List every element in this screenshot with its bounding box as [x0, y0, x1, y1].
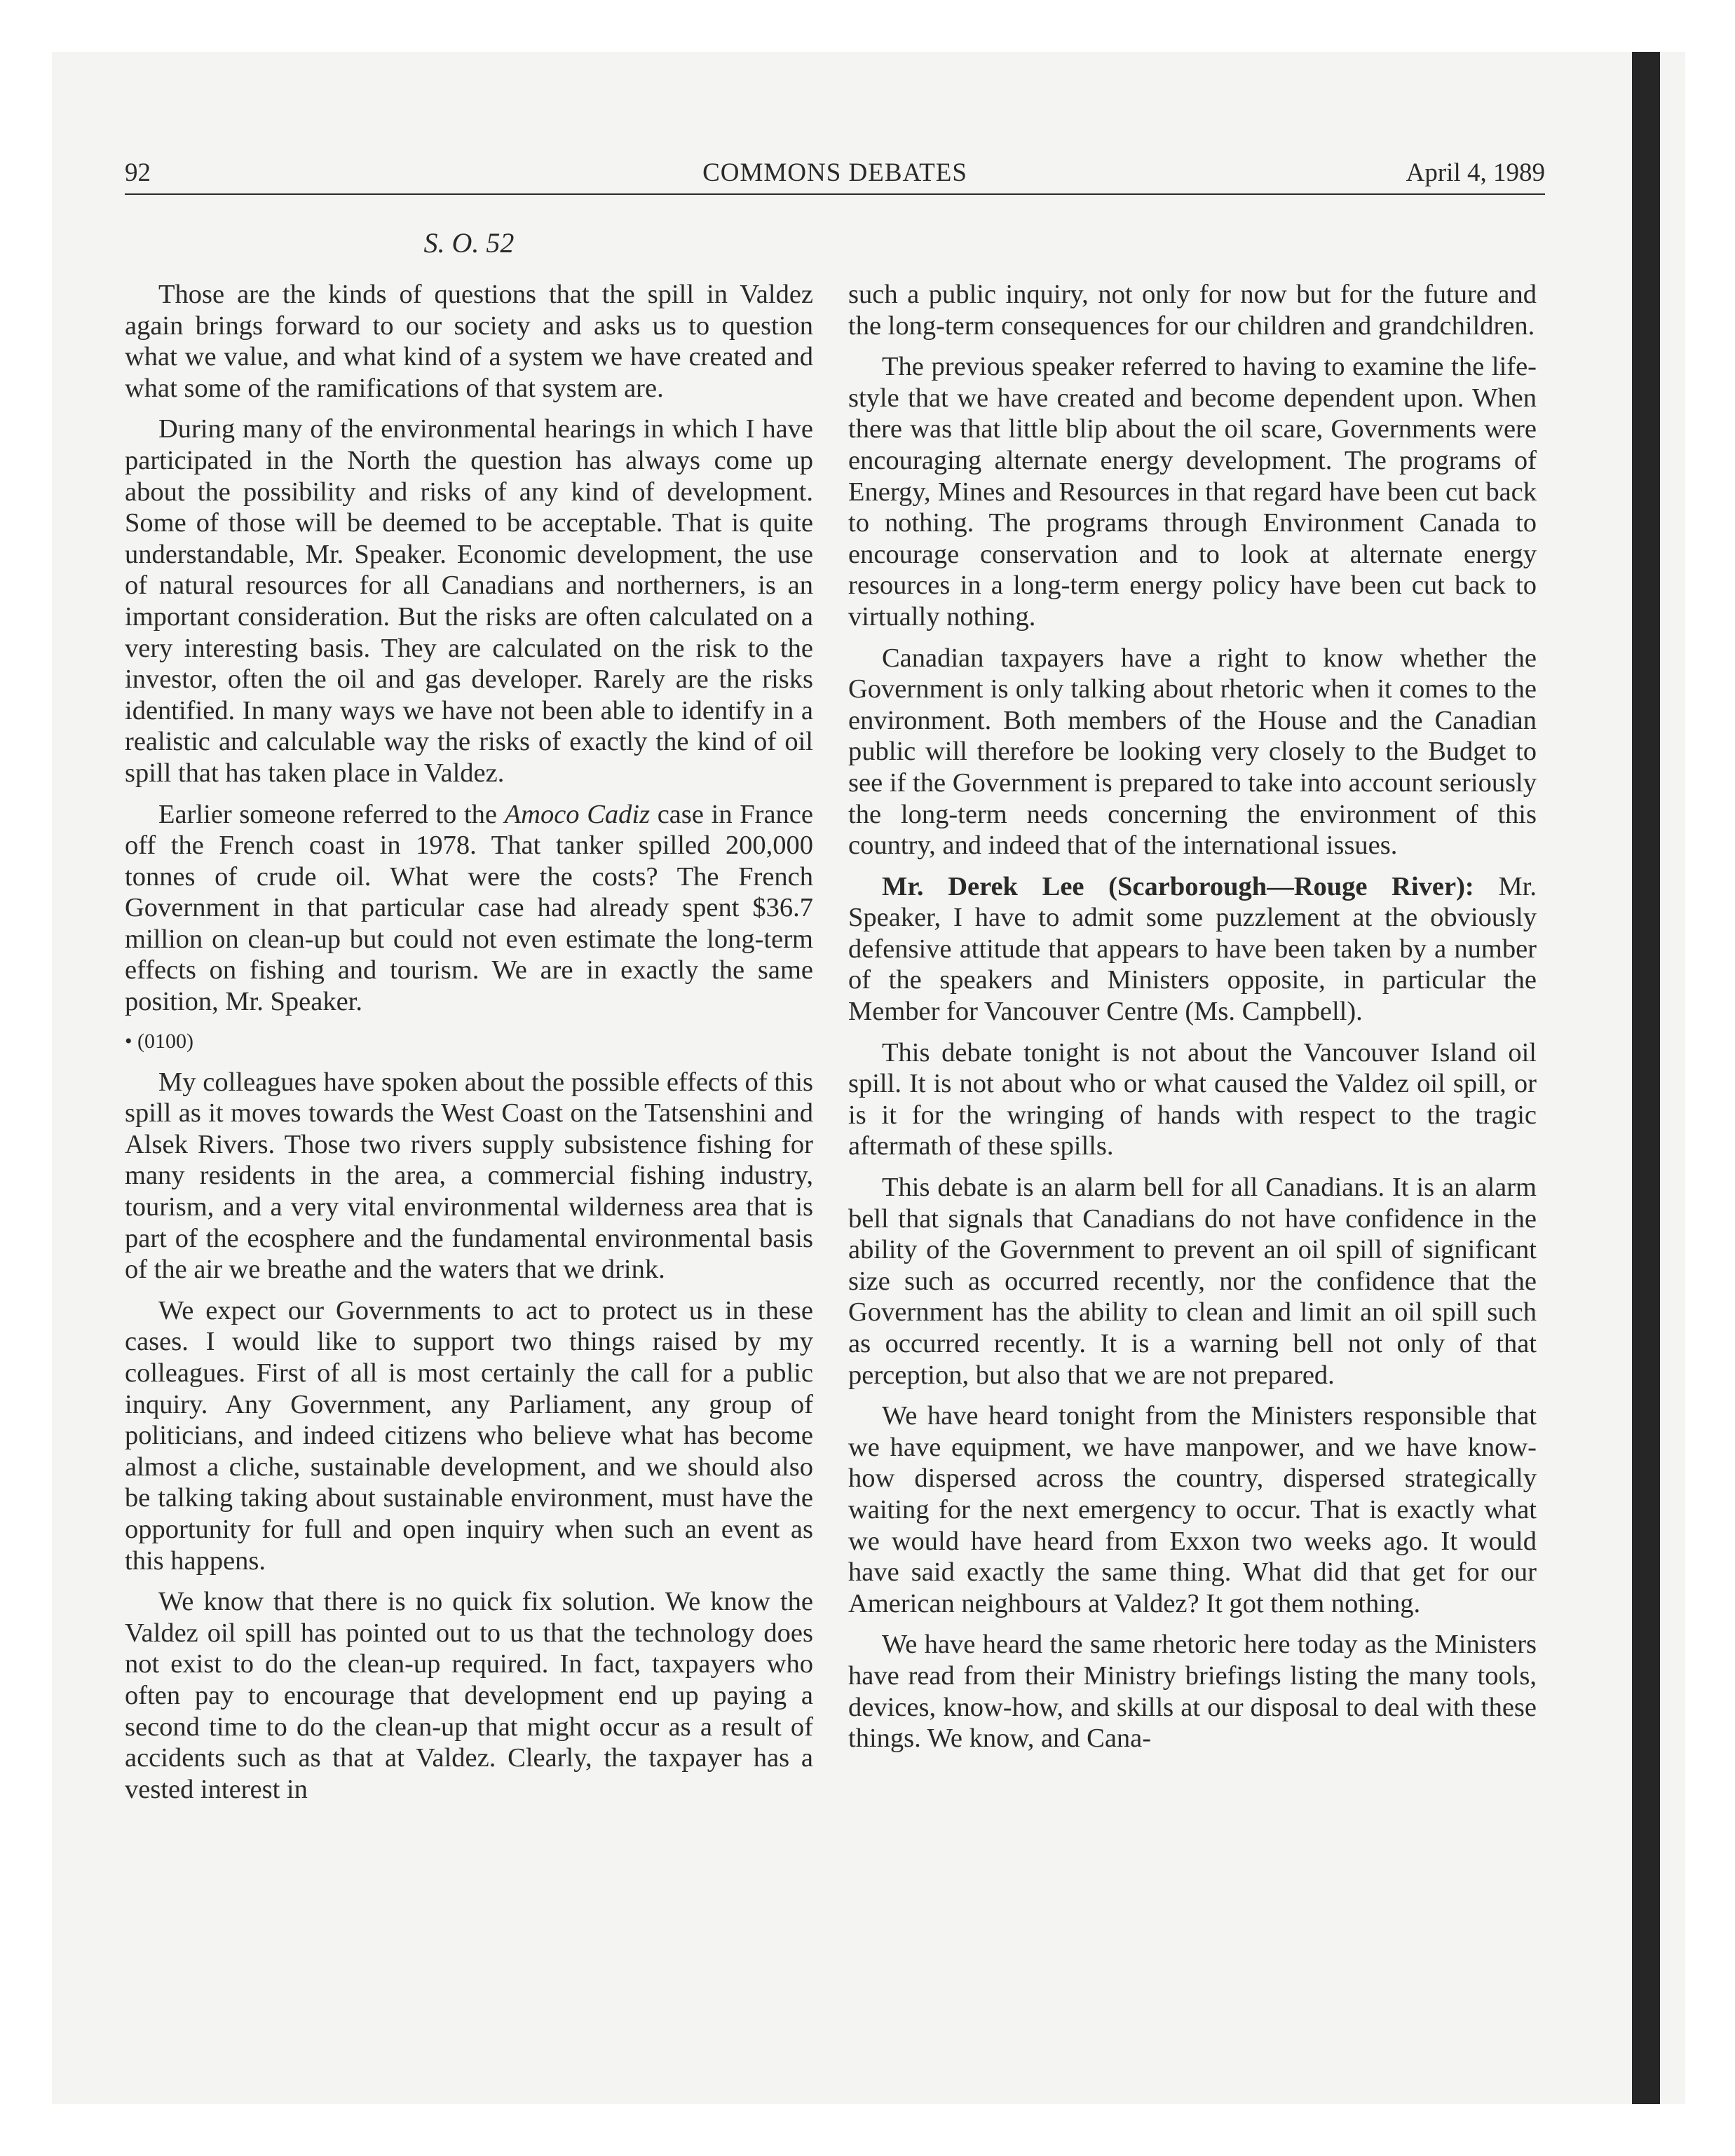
- paragraph: During many of the environmental hearings in which I have participated in the North the question has always come up about the possibility and risks of any kind of development. Some of those will be deemed to be acceptable. That is quite understandable, Mr. Speaker. Economic development, the use of natural resources for all Canadians and northerners, is an important consideration. But the risks are often calculated on a very interesting basis. They are calculated on the risk to the investor, often the oil and gas developer. Rarely are the risks identified. In many ways we have not been able to identify in a realistic and calculable way the risks of exactly the kind of oil spill that has taken place in Valdez.: [125, 414, 813, 788]
- paragraph: Those are the kinds of questions that the spill in Valdez again brings forward to our society and asks us to question what we value, and what kind of a system we have created and what some of the ramifications of that system are.: [125, 280, 813, 403]
- ship-name: Amoco Cadiz: [504, 799, 651, 829]
- time-marker: • (0100): [125, 1029, 193, 1053]
- right-column: [848, 279, 1537, 1764]
- paragraph: such a public inquiry, not only for now but for the future and the long-term consequences for our children and grandchildren.: [848, 280, 1537, 341]
- paragraph: This debate tonight is not about the Vancouver Island oil spill. It is not about who or what caused the Valdez oil spill, or is it for the wringing of hands with respect to the tragic aftermath of these spills.: [848, 1037, 1537, 1161]
- paragraph: We have heard tonight from the Ministers responsible that we have equipment, we have manpower, and we have know-how dispersed across the country, dispersed strategically waiting for the next emergency to occur. That is exactly what we would have heard from Exxon two weeks ago. It would have said exactly the same thing. What did that get for our American neighbours at Valdez? It got them nothing.: [848, 1401, 1537, 1618]
- section-label: S. O. 52: [423, 227, 515, 259]
- publication-date: April 4, 1989: [1406, 158, 1545, 187]
- page-number: 92: [125, 158, 151, 187]
- paragraph: Canadian taxpayers have a right to know whether the Government is only talking about rhetoric when it comes to the environment. Both members of the House and the Canadian public will therefore be looking very closely to the Budget to see if the Government is prepared to take into account seriously the long-term needs concerning the environment of this country, and indeed that of the international issues.: [848, 643, 1537, 861]
- paragraph-text: case in France off the French coast in 1978. That tanker spilled 200,000 tonnes of crude oil. What were the costs? The French Government in that particular case had already spent $36.7 million on clean-up but could not even estimate the long-term effects on fishing and tourism. We are in exactly the same position, Mr. Speaker.: [125, 799, 813, 1017]
- paragraph: [125, 799, 813, 1018]
- publication-title: COMMONS DEBATES: [702, 158, 967, 187]
- paragraph: We know that there is no quick fix solution. We know the Valdez oil spill has pointed out to us that the technology does not exist to do the clean-up required. In fact, taxpayers who often pay to encourage that development end up paying a second time to do the clean-up that might occur as a result of accidents such as that at Valdez. Clearly, the taxpayer has a vested interest in: [125, 1587, 813, 1804]
- paragraph: My colleagues have spoken about the possible effects of this spill as it moves towards the West Coast on the Tatsenshini and Alsek Rivers. Those two rivers supply subsistence fishing for many residents in the area, a commercial fishing industry, tourism, and a very vital environmental wilderness area that is part of the ecosphere and the fundamental environmental basis of the air we breathe and the waters that we drink.: [125, 1067, 813, 1285]
- page-header: [125, 156, 1545, 191]
- paragraph: [848, 871, 1537, 1028]
- paragraph-text: Earlier someone referred to the: [158, 799, 505, 829]
- binding-edge: [1632, 52, 1660, 2104]
- paragraph: The previous speaker referred to having to examine the life-style that we have created and become dependent upon. When there was that little blip about the oil scare, Governments were encouraging alternate energy development. The programs of Energy, Mines and Resources in that regard have been cut back to nothing. The programs through Environment Canada to encourage conservation and to look at alternate energy resources in a long-term energy policy have been cut back to virtually nothing.: [848, 352, 1537, 632]
- paragraph: We expect our Governments to act to protect us in these cases. I would like to support two things raised by my colleagues. First of all is most certainly the call for a public inquiry. Any Government, any Parliament, any group of politicians, and indeed citizens who believe what has become almost a cliche, sustainable development, and we should also be talking taking about sustainable environment, must have the opportunity for full and open inquiry when such an event as this happens.: [125, 1295, 813, 1576]
- paragraph: We have heard the same rhetoric here today as the Ministers have read from their Ministry briefings listing the many tools, devices, know-how, and skills at our disposal to deal with these things. We know, and Cana-: [848, 1630, 1537, 1754]
- left-column: [125, 279, 813, 1815]
- speaker-name: Mr. Derek Lee (Scarborough—Rouge River):: [882, 871, 1474, 901]
- paragraph: This debate is an alarm bell for all Canadians. It is an alarm bell that signals that Canadians do not have confidence in the ability of the Government to prevent an oil spill of significant size such as occurred recently, nor the confidence that the Government has the ability to clean and limit an oil spill such as occurred recently. It is a warning bell not only of that perception, but also that we are not prepared.: [848, 1173, 1537, 1390]
- paragraph-text: Mr. Speaker, I have to admit some puzzlement at the obviously defensive attitude that appears to have been taken by a number of the speakers and Ministers opposite, in particular the Member for Vancouver Centre (Ms. Campbell).: [848, 871, 1537, 1027]
- header-rule: [125, 193, 1545, 195]
